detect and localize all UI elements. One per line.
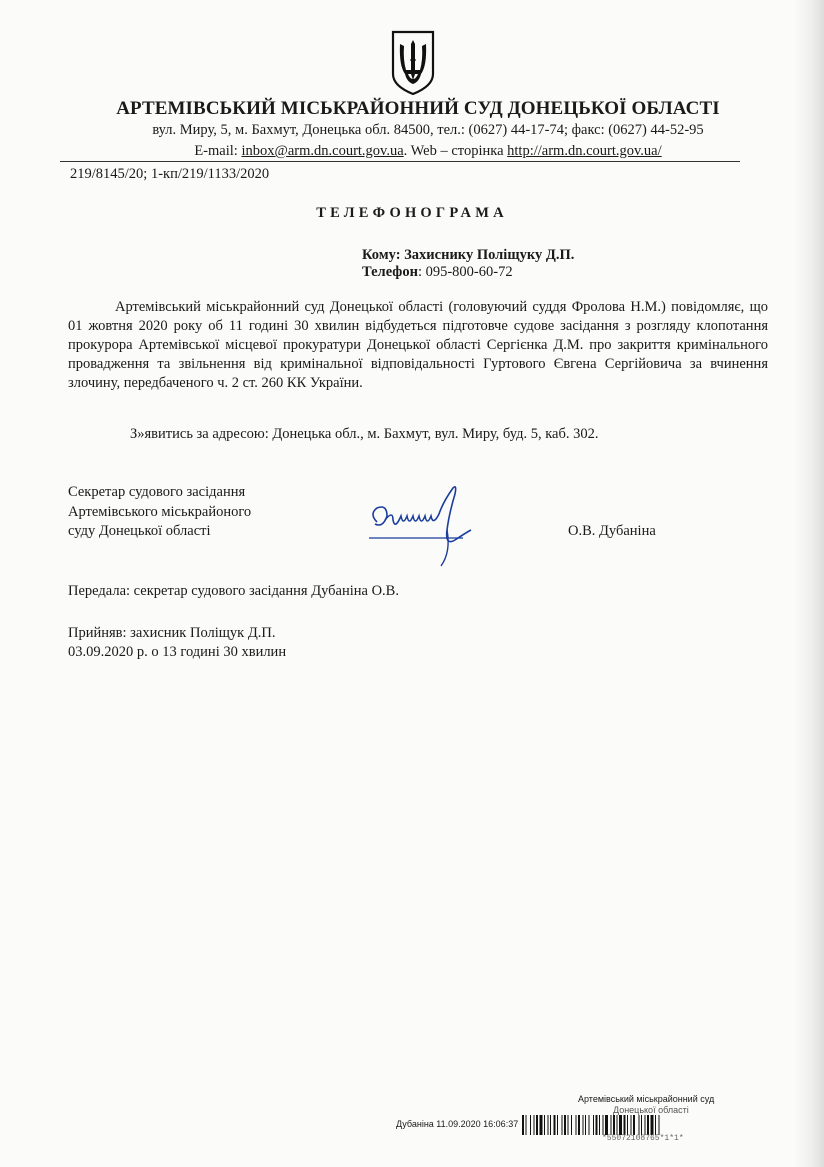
- web-link[interactable]: http://arm.dn.court.gov.ua/: [507, 143, 662, 159]
- header-divider: [60, 161, 740, 162]
- barcode-bar: [655, 1115, 656, 1135]
- barcode-bar: [526, 1115, 527, 1135]
- barcode-bar: [617, 1115, 618, 1135]
- handwritten-signature: [363, 480, 493, 570]
- barcode-bar: [647, 1115, 649, 1135]
- received-by: Прийняв: захисник Поліщук Д.П.: [68, 625, 276, 641]
- barcode-bar: [568, 1115, 569, 1135]
- barcode-bar: [522, 1115, 524, 1135]
- barcode-bar: [639, 1115, 640, 1135]
- barcode-bar: [645, 1115, 646, 1135]
- barcode-bar: [603, 1115, 604, 1135]
- barcode-bar: [534, 1115, 535, 1135]
- email-label: E-mail:: [194, 143, 242, 159]
- barcode-bar: [571, 1115, 572, 1135]
- barcode-icon: [522, 1115, 762, 1135]
- recipient-phone: [362, 264, 513, 281]
- message-body-text: Артемівський міськрайонний суд Донецької області (головуючий суддя Фролова Н.М.) повідомляє, що 01 жовтня 2020 року об 11 годині 30 хвилин відбудеться підготовче судове засідання з розгляду клопотання прокурора Артемівської місцевої прокуратури Донецької області Сергієнка Д.М. про закриття кримінального провадження та звільнення від кримінальної відповідальності Гуртового Євгена Сергійовича за вчинення злочину, передбаченого ч. 2 ст. 260 КК України.: [68, 299, 768, 391]
- barcode-bar: [576, 1115, 577, 1135]
- web-label: . Web – сторінка: [403, 143, 508, 159]
- page-edge-shadow: [794, 0, 824, 1167]
- barcode-bar: [550, 1115, 551, 1135]
- stamp-user-time: Дубаніна 11.09.2020 16:06:37: [396, 1119, 519, 1129]
- stamp-court-name: Артемівський міськрайонний суд: [578, 1094, 715, 1104]
- barcode-bar: [659, 1115, 660, 1135]
- barcode-bar: [593, 1115, 594, 1135]
- appearance-address: З»явитись за адресою: Донецька обл., м. Бахмут, вул. Миру, буд. 5, каб. 302.: [130, 426, 599, 442]
- stamp-court-region: Донецької області: [613, 1105, 689, 1115]
- message-body: [68, 298, 768, 393]
- barcode-bar: [540, 1115, 543, 1135]
- secretary-title-line-3: суду Донецької області: [68, 523, 211, 539]
- barcode-bar: [641, 1115, 642, 1135]
- received-time: 03.09.2020 р. о 13 годині 30 хвилин: [68, 644, 287, 660]
- barcode-bar: [605, 1115, 608, 1135]
- barcode-bar: [627, 1115, 628, 1135]
- barcode-bar: [583, 1115, 584, 1135]
- barcode-bar: [585, 1115, 586, 1135]
- barcode-number: *55072108765*1*1*: [602, 1134, 684, 1143]
- court-address: вул. Миру, 5, м. Бахмут, Донецька обл. 84500, тел.: (0627) 44-17-74; факс: (0627) 44-52-95: [152, 122, 704, 138]
- barcode-bar: [548, 1115, 549, 1135]
- barcode-bar: [613, 1115, 615, 1135]
- court-contacts: [16, 143, 824, 160]
- barcode-bar: [536, 1115, 538, 1135]
- phone-label: Телефон: [362, 264, 418, 280]
- email-link[interactable]: inbox@arm.dn.court.gov.ua: [241, 143, 404, 159]
- barcode-bar: [578, 1115, 580, 1135]
- secretary-title-line-1: Секретар судового засідання: [68, 484, 246, 500]
- barcode-bar: [599, 1115, 600, 1135]
- barcode-bar: [530, 1115, 531, 1135]
- trident-coat-of-arms-icon: [391, 30, 435, 96]
- barcode-bar: [596, 1115, 598, 1135]
- barcode-bar: [633, 1115, 635, 1135]
- case-number: 219/8145/20; 1-кп/219/1133/2020: [70, 166, 270, 182]
- document-title: ТЕЛЕФОНОГРАМА: [316, 205, 508, 221]
- court-name-heading: АРТЕМІВСЬКИЙ МІСЬКРАЙОННИЙ СУД ДОНЕЦЬКОЇ ОБЛАСТІ: [116, 98, 720, 119]
- barcode-bar: [611, 1115, 612, 1135]
- barcode-bar: [589, 1115, 590, 1135]
- barcode-bar: [554, 1115, 556, 1135]
- secretary-name: О.В. Дубаніна: [568, 523, 656, 539]
- barcode-bar: [562, 1115, 563, 1135]
- barcode-bar: [619, 1115, 622, 1135]
- sent-by: Передала: секретар судового засідання Дубаніна О.В.: [68, 583, 399, 599]
- recipient-line: Кому: Захиснику Поліщуку Д.П.: [362, 247, 575, 263]
- barcode-bar: [651, 1115, 654, 1135]
- barcode-bar: [564, 1115, 566, 1135]
- barcode-bar: [631, 1115, 632, 1135]
- phone-value: : 095-800-60-72: [417, 264, 513, 280]
- secretary-title-line-2: Артемівського міськрайоного: [68, 504, 252, 520]
- barcode-bar: [544, 1115, 545, 1135]
- barcode-bar: [624, 1115, 626, 1135]
- barcode-bar: [557, 1115, 558, 1135]
